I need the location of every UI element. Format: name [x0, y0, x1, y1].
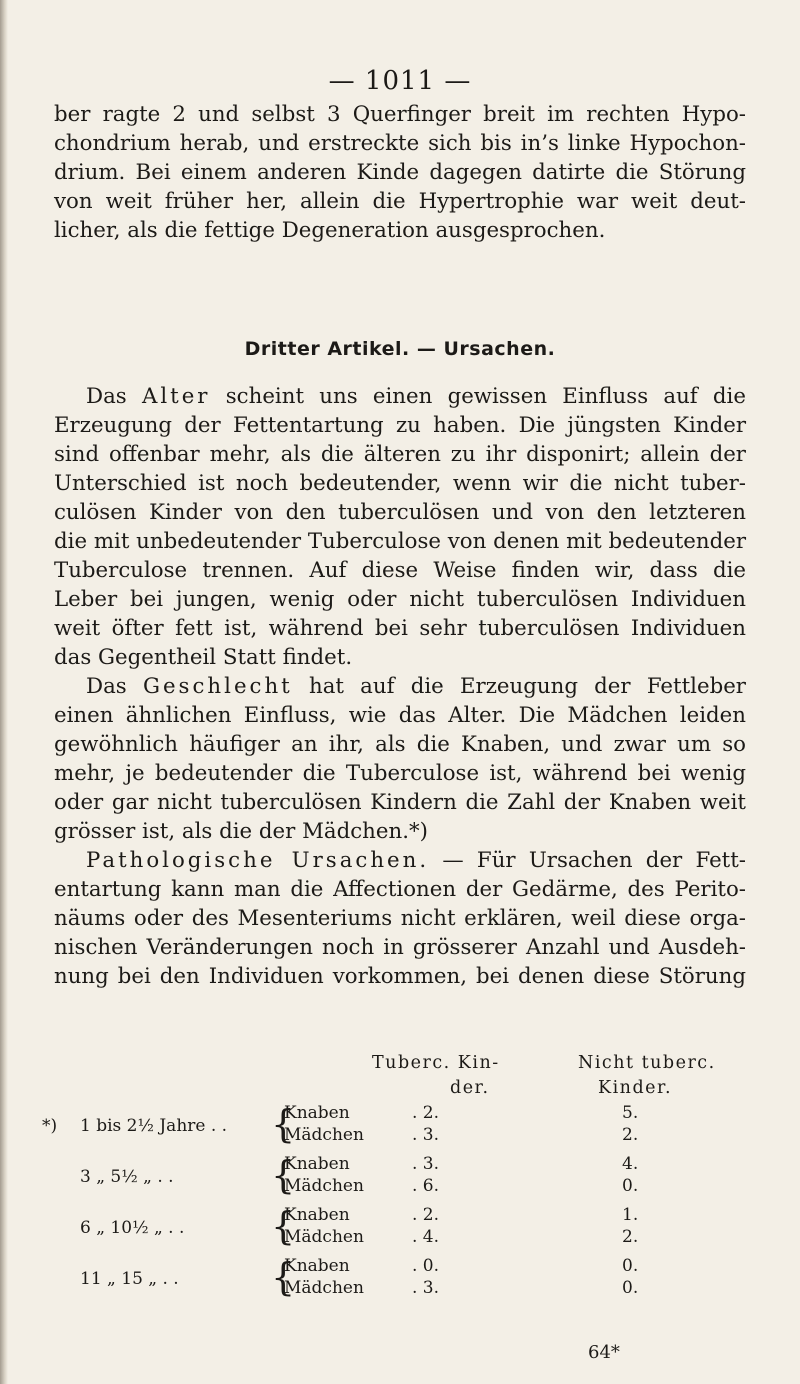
text-line: weit öfter fett ist, während bei sehr tuberculösen Individuen: [54, 616, 746, 641]
spaced-keyword: Geschlecht: [142, 674, 293, 699]
label-girls: Mädchen: [284, 1125, 364, 1145]
text-line: chondrium herab, und erstreckte sich bis in’s linke Hypochon-: [54, 131, 746, 156]
header-tuberc-cont: der.: [450, 1078, 490, 1098]
text-line: von weit früher her, allein die Hypertrophie war weit deut-: [54, 189, 746, 214]
text-line: oder gar nicht tuberculösen Kindern die Zahl der Knaben weit: [54, 790, 746, 815]
value-tuberc-girls: . 3.: [412, 1278, 440, 1298]
text-line: näums oder des Mesenteriums nicht erklären, weil diese orga-: [54, 906, 746, 931]
text-line: mehr, je bedeutender die Tuberculose ist, während bei wenig: [54, 761, 746, 786]
value-tuberc-girls: . 6.: [412, 1176, 440, 1196]
header-nicht-tuberc: Nicht tuberc.: [578, 1053, 716, 1073]
text-line: Das Alter scheint uns einen gewissen Einfluss auf die: [86, 384, 746, 409]
value-nicht-girls: 0.: [622, 1278, 639, 1298]
value-nicht-girls: 0.: [622, 1176, 639, 1196]
footnote-marker: *): [42, 1116, 58, 1136]
text-line: Unterschied ist noch bedeutender, wenn wir die nicht tuber-: [54, 471, 746, 496]
text-line: grösser ist, als die der Mädchen.*): [54, 819, 428, 844]
value-tuberc-boys: . 3.: [412, 1154, 440, 1174]
value-tuberc-girls: . 4.: [412, 1227, 440, 1247]
text-line: licher, als die fettige Degeneration ausgesprochen.: [54, 218, 606, 243]
age-range: 6 „ 10½ „ . .: [80, 1218, 185, 1238]
paragraph-sex: [54, 672, 746, 846]
value-nicht-girls: 2.: [622, 1227, 639, 1247]
text-line: Leber bei jungen, wenig oder nicht tuberculösen Individuen: [54, 587, 746, 612]
header-tuberc: Tuberc. Kin-: [372, 1053, 500, 1073]
book-binding-shadow: [0, 0, 8, 1384]
paragraph-pathological: [54, 846, 746, 991]
value-nicht-girls: 2.: [622, 1125, 639, 1145]
value-tuberc-boys: . 2.: [412, 1103, 440, 1123]
text-line: die mit unbedeutender Tuberculose von denen mit bedeutender: [54, 529, 746, 554]
label-boys: Knaben: [284, 1103, 350, 1123]
paragraph-age: [54, 382, 746, 672]
section-heading: Dritter Artikel. — Ursachen.: [244, 338, 556, 360]
brace: {: [271, 1255, 296, 1299]
age-range: 3 „ 5½ „ . .: [80, 1167, 174, 1187]
brace: {: [271, 1153, 296, 1197]
text-line: einen ähnlichen Einfluss, wie das Alter. Die Mädchen leiden: [54, 703, 746, 728]
label-girls: Mädchen: [284, 1176, 364, 1196]
value-tuberc-boys: . 0.: [412, 1256, 440, 1276]
text-line: Erzeugung der Fettentartung zu haben. Die jüngsten Kinder: [54, 413, 746, 438]
age-range: 1 bis 2½ Jahre . .: [80, 1116, 228, 1136]
text-line: das Gegentheil Statt findet.: [54, 645, 353, 670]
label-boys: Knaben: [284, 1205, 350, 1225]
value-tuberc-boys: . 2.: [412, 1205, 440, 1225]
text-line: Das Geschlecht hat auf die Erzeugung der Fettleber: [86, 674, 746, 699]
label-boys: Knaben: [284, 1256, 350, 1276]
text-line: nischen Veränderungen noch in grösserer Anzahl und Ausdeh-: [54, 935, 746, 960]
brace: {: [271, 1204, 296, 1248]
label-girls: Mädchen: [284, 1227, 364, 1247]
value-nicht-boys: 5.: [622, 1103, 639, 1123]
text-line: sind offenbar mehr, als die älteren zu ihr disponirt; allein der: [54, 442, 746, 467]
text-line: gewöhnlich häufiger an ihr, als die Knaben, und zwar um so: [54, 732, 746, 757]
label-boys: Knaben: [284, 1154, 350, 1174]
text-line: nung bei den Individuen vorkommen, bei denen diese Störung: [54, 964, 746, 989]
value-nicht-boys: 0.: [622, 1256, 639, 1276]
paragraph-continuation: [54, 100, 746, 245]
spaced-keyword: Alter: [141, 384, 211, 409]
value-nicht-boys: 1.: [622, 1205, 639, 1225]
spaced-keyword: Pathologische Ursachen.: [86, 848, 430, 873]
signature-mark: 64*: [588, 1342, 620, 1363]
text-line: culösen Kinder von den tuberculösen und von den letzteren: [54, 500, 746, 525]
text-line: Pathologische Ursachen. — Für Ursachen der Fett-: [86, 848, 746, 873]
text-line: Tuberculose trennen. Auf diese Weise finden wir, dass die: [54, 558, 746, 583]
header-nicht-tuberc-cont: Kinder.: [598, 1078, 673, 1098]
text-line: entartung kann man die Affectionen der Gedärme, des Perito-: [54, 877, 746, 902]
page-number: — 1011 —: [328, 66, 472, 96]
text-line: ber ragte 2 und selbst 3 Querfinger breit im rechten Hypo-: [54, 102, 746, 127]
text-line: drium. Bei einem anderen Kinde dagegen datirte die Störung: [54, 160, 746, 185]
brace: {: [271, 1102, 296, 1146]
value-tuberc-girls: . 3.: [412, 1125, 440, 1145]
age-range: 11 „ 15 „ . .: [80, 1269, 179, 1289]
value-nicht-boys: 4.: [622, 1154, 639, 1174]
label-girls: Mädchen: [284, 1278, 364, 1298]
